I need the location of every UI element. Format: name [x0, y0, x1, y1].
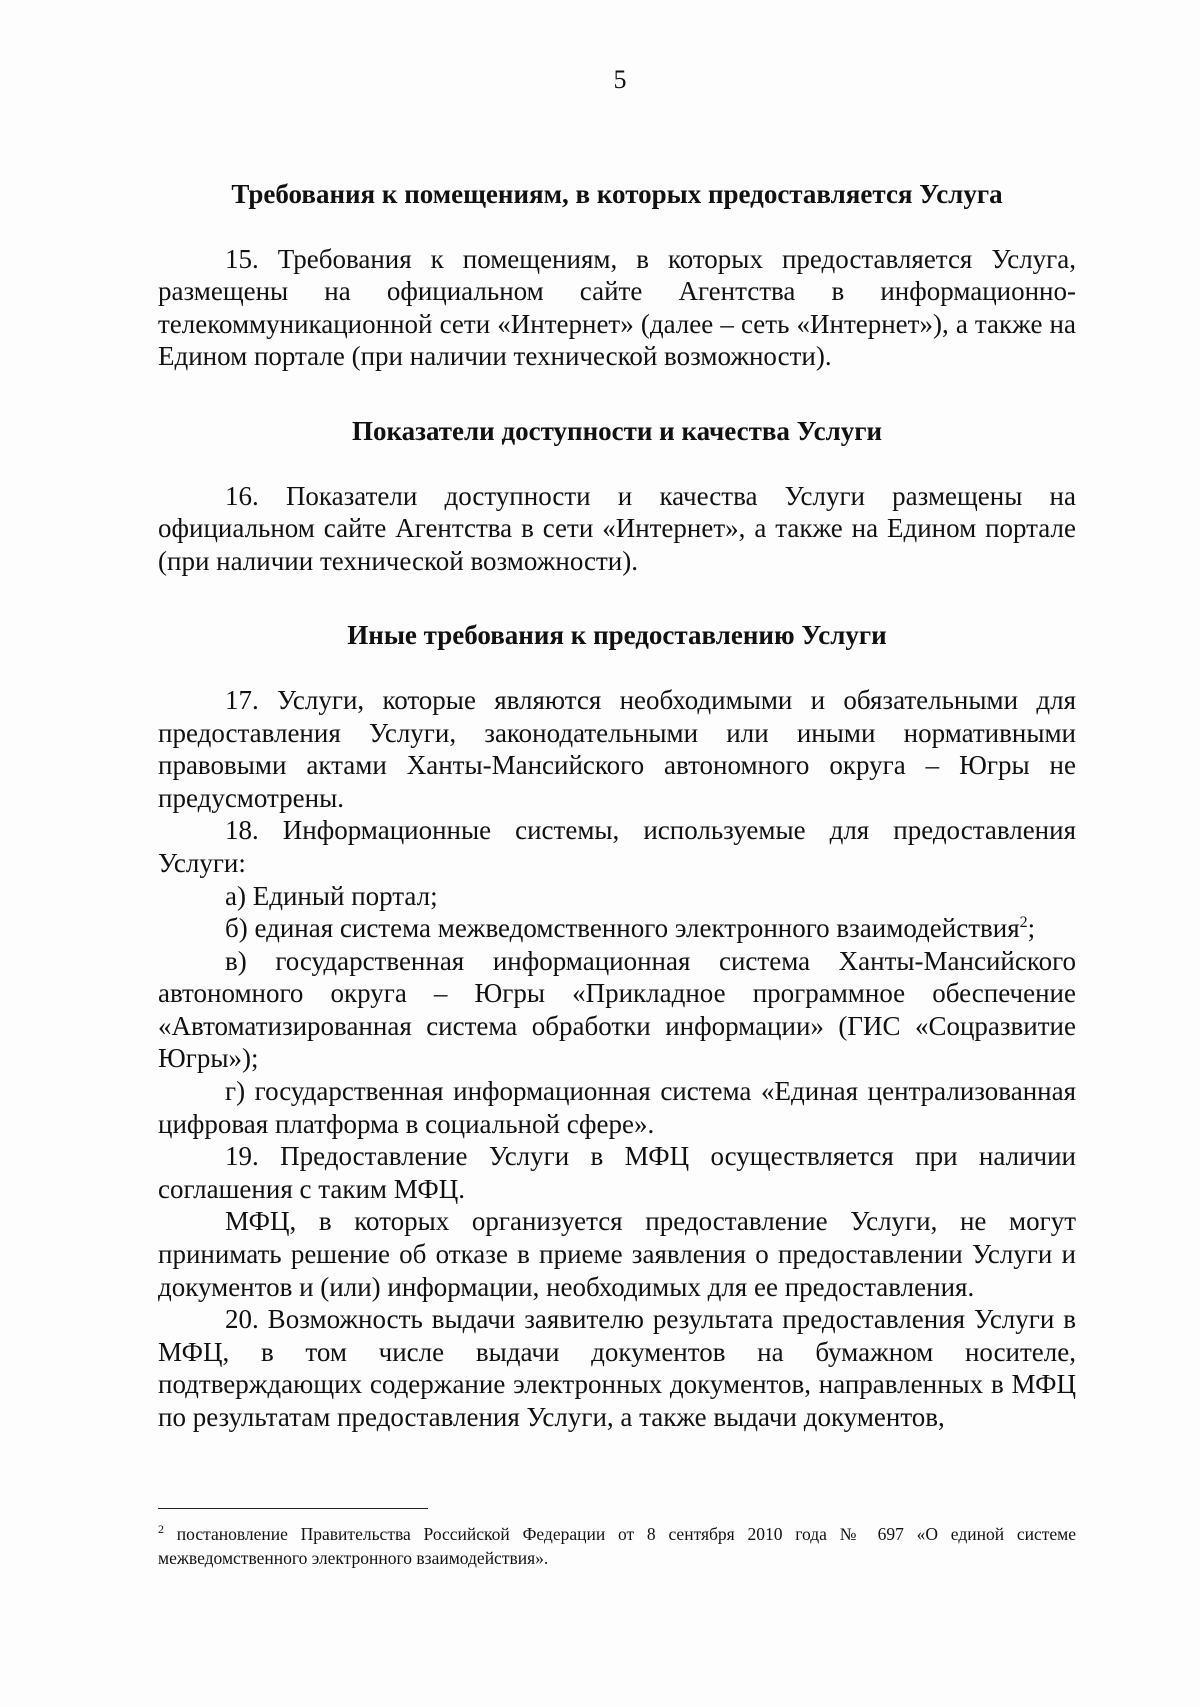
paragraph-19-mfc: МФЦ, в которых организуется предоставление Услуги, не могут принимать решение об отказе в приеме заявления о предоставлении Услуги и документов и (или) информации, необходимых для ее предоставления. [158, 1206, 1076, 1302]
paragraph-20: 20. Возможность выдачи заявителю результата предоставления Услуги в МФЦ, в том числе выдачи документов на бумажном носителе, подтверждающих содержание электронных документов, направленных в МФЦ по результатам предоставления Услуги, а также выдачи документов, [158, 1304, 1076, 1432]
list-item-a: а) Единый портал; [225, 880, 438, 911]
list-item-b-text: б) единая система межведомственного электронного взаимодействия [225, 913, 1020, 944]
footnote-reference: 2 [1019, 914, 1028, 932]
section-heading-premises: Требования к помещениям, в которых предоставляется Услуга [231, 179, 1003, 209]
footnote-marker: 2 [158, 1522, 164, 1537]
paragraph-15: 15. Требования к помещениям, в которых предоставляется Услуга, размещены на официальном сайте Агентства в информационно-телекоммуникационной сети «Интернет» (далее – сеть «Интернет»), а также на Едином портале (при наличии технической возможности). [158, 243, 1076, 372]
list-item-b [158, 912, 1076, 945]
footnote-text: постановление Правительства Российской Федерации от 8 сентября 2010 года № 697 «О единой системе межведомственного электронного взаимодействия». [158, 1524, 1076, 1568]
section-heading-accessibility: Показатели доступности и качества Услуги [351, 415, 883, 446]
page-number: 5 [613, 65, 627, 94]
paragraph-19: 19. Предоставление Услуги в МФЦ осуществляется при наличии соглашения с таким МФЦ. [158, 1141, 1076, 1204]
document-body [158, 178, 1076, 1434]
list-item-b-suffix: ; [1027, 913, 1036, 944]
paragraph-17: 17. Услуги, которые являются необходимыми и обязательными для предоставления Услуги, законодательными или иными нормативными правовыми актами Ханты-Мансийского автономного округа – Югры не предусмотрены. [158, 684, 1076, 813]
section-heading-other-requirements: Иные требования к предоставлению Услуги [347, 620, 887, 651]
paragraph-16: 16. Показатели доступности и качества Услуги размещены на официальном сайте Агентства в сети «Интернет», а также на Едином портале (при наличии технической возможности). [158, 480, 1076, 576]
list-item-g: г) государственная информационная система «Единая централизованная цифровая платформа в социальной сфере». [158, 1076, 1076, 1139]
footnote [158, 1522, 1076, 1570]
list-item-v: в) государственная информационная система Ханты-Мансийского автономного округа – Югры «Прикладное программное обеспечение «Автоматизированная система обработки информации» (ГИС «Соцразвитие Югры»); [158, 945, 1076, 1074]
footnote-separator [158, 1508, 428, 1509]
paragraph-18: 18. Информационные системы, используемые для предоставления Услуги: [158, 815, 1076, 878]
